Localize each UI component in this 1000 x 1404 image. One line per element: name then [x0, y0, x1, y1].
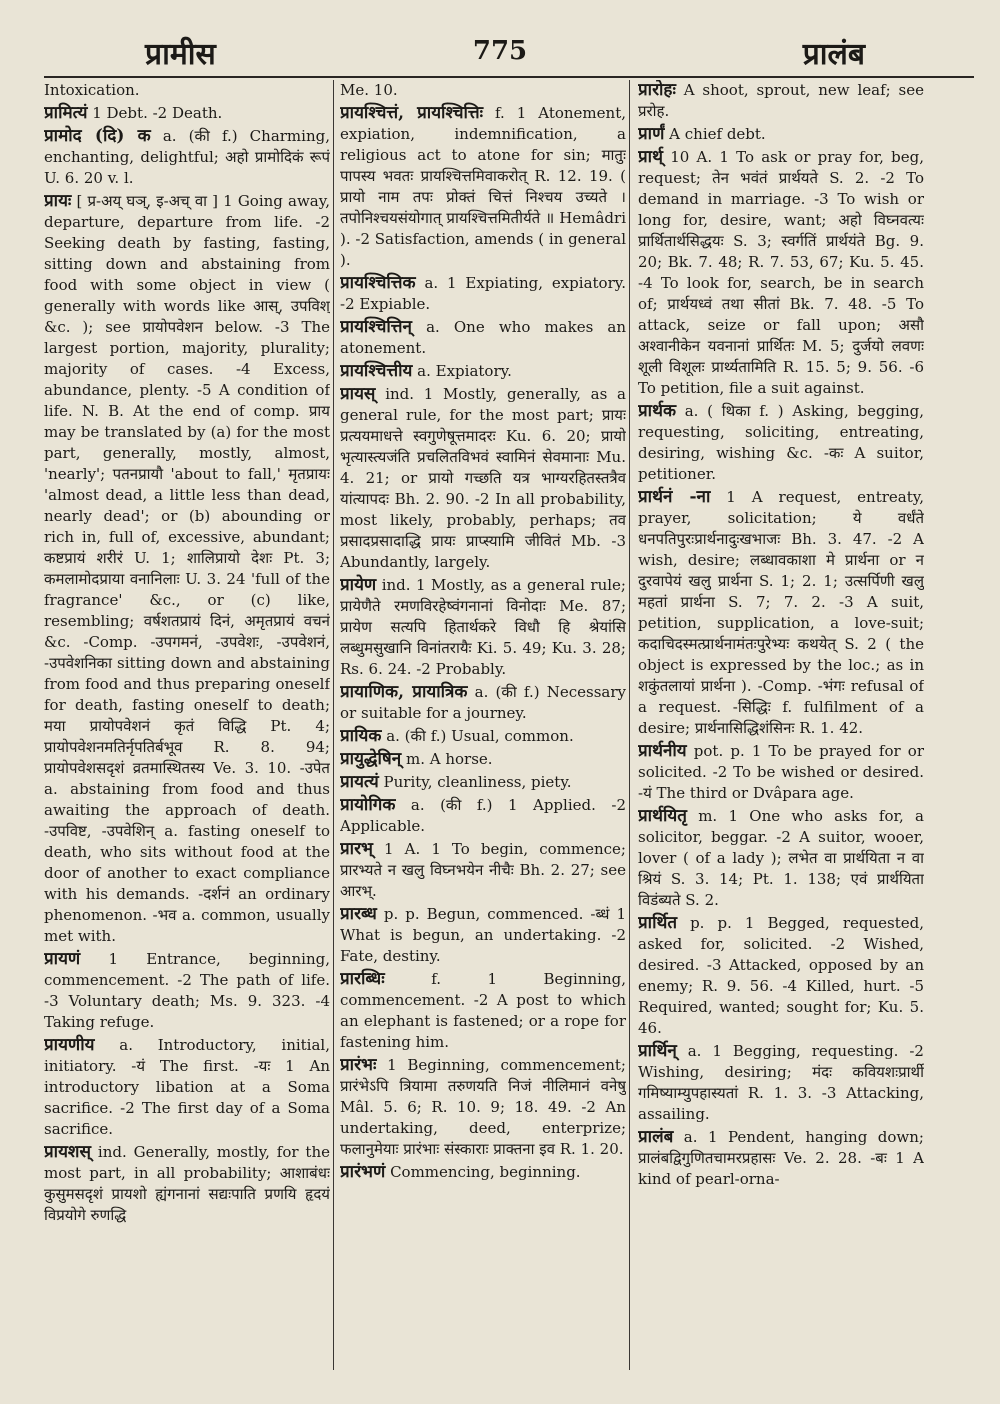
entry-headword: प्रायिक	[340, 726, 382, 746]
entry-text: f. 1 Beginning, commencement. -2 A post to which an elephant is fastened; or a rope for fastening him.	[340, 970, 626, 1051]
column-2	[340, 80, 626, 1370]
entry-headword: प्रायत्यं	[340, 772, 379, 792]
dictionary-entry	[340, 317, 626, 359]
entry-text: 1 A. 1 To begin, commence; प्रारभ्यते न खलु विघ्नभयेन नीचैः Bh. 2. 27; see आरभ्.	[340, 840, 626, 900]
entry-text: A chief debt.	[669, 125, 766, 143]
dictionary-entry	[44, 191, 330, 947]
entry-text: 1 Entrance, beginning, commencement. -2 The path of life. -3 Voluntary death; Ms. 9. 323. -4 Taking refuge.	[44, 950, 330, 1031]
entry-text: 1 Debt. -2 Death.	[92, 104, 223, 122]
dictionary-entry	[340, 1055, 626, 1160]
entry-headword: प्रायुद्धेषिन्	[340, 749, 402, 769]
dictionary-entry	[638, 806, 924, 911]
dictionary-entry	[638, 1127, 924, 1190]
entry-headword: प्रारंभः	[340, 1055, 377, 1075]
entry-text: Me. 10.	[340, 81, 398, 99]
entry-text: a. (की f.) Charming, enchanting, delightful; अहो प्रामोदिकं रूपं U. 6. 20 v. l.	[44, 127, 330, 187]
columns	[44, 80, 964, 1370]
dictionary-entry	[44, 103, 330, 124]
dictionary-entry	[340, 273, 626, 315]
dictionary-entry	[340, 726, 626, 747]
entry-text: f. 1 Atonement, expiation, indemnification, a religious act to atone for sin; मातुः पापस्य भवतः प्रायश्चित्तमिवाकरोत् R. 12. 19. ( प्रायो नाम तपः प्रोक्तं चित्तं निश्चय उच्यते । तपोनिश्चयसंयोगात् प्रायश्चित्तमितीर्यते ॥ Hemâdri ). -2 Satisfaction, amends ( in general ).	[340, 104, 626, 269]
entry-headword: प्रार्थित	[638, 913, 678, 933]
entry-text: 1 Beginning, commencement; प्रारंभेऽपि त्रियामा तरुणयति निजं नीलिमानं वनेषु Mâl. 5. 6; R. 10. 9; 18. 49. -2 An undertaking, deed, enterprize; फलानुमेयाः प्रारंभाः संस्काराः प्राक्तना इव R. 1. 20.	[340, 1056, 626, 1158]
dictionary-entry	[340, 361, 626, 382]
entry-headword: प्रार्थयितृ	[638, 806, 687, 826]
entry-text: pot. p. 1 To be prayed for or solicited. -2 To be wished or desired. -यं The third or Dvâpara age.	[638, 742, 924, 802]
entry-headword: प्रारंभणं	[340, 1162, 386, 1182]
entry-text: [ प्र-अय् घञ्, इ-अच् वा ] 1 Going away, departure, departure from life. -2 Seeking death by fasting, fasting, sitting down and abstaining from food with some object in view ( generally with words like आस्, उपविश् &c. ); see प्रायोपवेशन below. -3 The largest portion, majority, plurality; majority of cases. -4 Excess, abundance, plenty. -5 A condition of life. N. B. At the end of comp. प्राय may be translated by (a) for the most part, generally, mostly, almost, 'nearly'; पतनप्रायौ 'about to fall,' मृतप्रायः 'almost dead, a little less than dead, nearly dead'; or (b) abounding or rich in, full of, excessive, abundant; कष्टप्रायं शरीरं U. 1; शालिप्रायो देशः Pt. 3; कमलामोदप्राया वनानिलाः U. 3. 24 'full of the fragrance' &c., or (c) like, resembling; वर्षशतप्रायं दिनं, अमृतप्रायं वचनं &c. -Comp. -उपगमनं, -उपवेशः, -उपवेशनं, -उपवेशनिका sitting down and abstaining from food and thus preparing oneself for death, fasting oneself to death; मया प्रायोपवेशनं कृतं विद्धि Pt. 4; प्रायोपवेशनमतिर्नृपतिर्बभूव R. 8. 94; प्रायोपवेशसदृशं व्रतमास्थितस्य Ve. 3. 10. -उपेत a. abstaining from food and thus awaiting the approach of death. -उपविष्ट, -उपवेशिन् a. fasting oneself to death, who sits without food at the door of another to exact compliance with his demands. -दर्शनं an ordinary phenomenon. -भव a. common, usually met with.	[44, 192, 330, 945]
entry-headword: प्रायश्चित्तीय	[340, 361, 413, 381]
entry-headword: प्रालंब	[638, 1127, 674, 1147]
dictionary-entry	[340, 839, 626, 902]
entry-text: ind. Generally, mostly, for the most part, in all probability; आशाबंधः कुसुमसदृशं प्रायशो ह्यंगनानां सद्यःपाति प्रणयि हृदयं विप्रयोगे रुणद्धि	[44, 1143, 330, 1224]
header-rule	[44, 76, 974, 78]
entry-headword: प्रायश्चित्तिन्	[340, 317, 412, 337]
entry-text: Purity, cleanliness, piety.	[383, 773, 572, 791]
entry-text: a. One who makes an atonement.	[340, 318, 626, 357]
right-running-headword: प्रालंब	[802, 37, 865, 72]
dictionary-entry	[638, 124, 924, 145]
entry-headword: प्रायस्	[340, 384, 376, 404]
dictionary-entry	[638, 913, 924, 1039]
entry-headword: प्रार्थक	[638, 401, 676, 421]
dictionary-entry	[638, 147, 924, 399]
dictionary-entry	[340, 904, 626, 967]
entry-text: A shoot, sprout, new leaf; see प्ररोह.	[638, 81, 924, 120]
entry-text: p. p. 1 Begged, requested, asked for, solicited. -2 Wished, desired. -3 Attacked, opposed by an enemy; R. 9. 56. -4 Killed, hurt. -5 Required, wanted; sought for; Ku. 5. 46.	[638, 914, 924, 1037]
entry-headword: प्रारब्धिः	[340, 969, 385, 989]
dictionary-entry	[340, 80, 626, 101]
dictionary-entry	[340, 575, 626, 680]
entry-headword: प्रायशस्	[44, 1142, 91, 1162]
entry-headword: प्रार्थ्	[638, 147, 663, 167]
dictionary-entry	[638, 741, 924, 804]
dictionary-entry	[340, 103, 626, 271]
dictionary-entry	[340, 1162, 626, 1183]
entry-headword: प्रार्णं	[638, 124, 665, 144]
entry-text: a. ( थिका f. ) Asking, begging, requesting, soliciting, entreating, desiring, wishing &c. -कः A suitor, petitioner.	[638, 402, 924, 483]
dictionary-entry	[340, 749, 626, 770]
entry-text: ind. 1 Mostly, generally, as a general rule, for the most part; प्रायः प्रत्ययमाधत्ते स्वगुणेषूत्तमादरः Ku. 6. 20; प्रायो भृत्यास्त्यजंति प्रचलितविभवं स्वामिनं सेवमानाः Mu. 4. 21; or प्रायो गच्छति यत्र भाग्यरहितस्तत्रैव यांत्यापदः Bh. 2. 90. -2 In all probability, most likely, probably, perhaps; तव प्रसादप्रसादाद्धि प्रायः प्राप्स्यामि जीवितं Mb. -3 Abundantly, largely.	[340, 385, 626, 571]
entry-text: a. 1 Pendent, hanging down; प्रालंबद्विगुणितचामरप्रहासः Ve. 2. 28. -बः 1 A kind of pearl-orna-	[638, 1128, 924, 1188]
entry-headword: प्रायाणिक, प्रायात्रिक	[340, 682, 468, 702]
entry-text: m. 1 One who asks for, a solicitor, beggar. -2 A suitor, wooer, lover ( of a lady ); लभेत वा प्रार्थयिता न वा श्रियं S. 3. 14; Pt. 1. 138; एवं प्रार्थयिता विडंब्यते S. 2.	[638, 807, 924, 909]
entry-headword: प्रायणं	[44, 949, 81, 969]
dictionary-entry	[44, 949, 330, 1033]
entry-headword: प्रायश्चित्तिक	[340, 273, 416, 293]
entry-text: ind. 1 Mostly, as a general rule; प्रायेणैते रमणविरहेष्वंगनानां विनोदाः Me. 87; प्रायेण सत्यपि हितार्थकरे विधौ हि श्रेयांसि लब्धुमसुखानि विनांतरायैः Ki. 5. 49; Ku. 3. 28; Rs. 6. 24. -2 Probably.	[340, 576, 626, 678]
dictionary-entry	[44, 126, 330, 189]
entry-headword: प्रामित्यं	[44, 103, 88, 123]
dictionary-entry	[340, 795, 626, 837]
dictionary-entry	[638, 401, 924, 485]
entry-text: 10 A. 1 To ask or pray for, beg, request; तेन भवंतं प्रार्थयते S. 2. -2 To demand in marriage. -3 To wish or long for, desire, want; अहो विघ्नवत्यः प्रार्थितार्थसिद्धयः S. 3; स्वर्गतिं प्रार्थयंते Bg. 9. 20; Bk. 7. 48; R. 7. 53, 67; Ku. 5. 45. -4 To look for, search, be in search of; प्रार्थयध्वं तथा सीतां Bk. 7. 48. -5 To attack, seize or fall upon; असौ अश्वानीकेन यवनानां प्रार्थितः M. 5; दुर्जयो लवणः शूली विशूलः प्रार्थ्यतामिति R. 15. 5; 9. 56. -6 To petition, file a suit against.	[638, 148, 924, 397]
entry-text: a. (की f.) Usual, common.	[386, 727, 574, 745]
entry-headword: प्रारभ्	[340, 839, 373, 859]
entry-text: Commencing, beginning.	[390, 1163, 581, 1181]
entry-headword: प्रायश्चित्तं, प्रायश्चित्तिः	[340, 103, 484, 123]
left-running-headword: प्रामीस	[145, 37, 216, 72]
entry-text: a. Expiatory.	[417, 362, 512, 380]
entry-text: m. A horse.	[405, 750, 493, 768]
page-number: 775	[472, 36, 528, 66]
entry-text: Intoxication.	[44, 81, 140, 99]
dictionary-entry	[44, 1035, 330, 1140]
dictionary-entry	[340, 682, 626, 724]
entry-headword: प्रामोद (दि) क	[44, 126, 151, 146]
entry-text: 1 A request, entreaty, prayer, solicitation; ये वर्धंते धनपतिपुरःप्रार्थनादुःखभाजः Bh. 3. 47. -2 A wish, desire; लब्धावकाशा मे प्रार्थना or न दुरवापेयं खलु प्रार्थना S. 1; 2. 1; उत्सर्पिणी खलु महतां प्रार्थना S. 7; 7. 2. -3 A suit, petition, supplication, a love-suit; कदाचिदस्मत्प्रार्थनामंतःपुरेभ्यः कथयेत् S. 2 ( the object is expressed by the loc.; as in शकुंतलायां प्रार्थना ). -Comp. -भंगः refusal of a request. -सिद्धिः f. fulfilment of a desire; प्रार्थनासिद्धिशंसिनः R. 1. 42.	[638, 488, 924, 737]
entry-text: p. p. Begun, commenced. -ब्धं 1 What is begun, an undertaking. -2 Fate, destiny.	[340, 905, 626, 965]
page-header	[40, 28, 960, 88]
entry-headword: प्रार्थनं -ना	[638, 487, 711, 507]
entry-headword: प्रायणीय	[44, 1035, 95, 1055]
dictionary-entry	[638, 487, 924, 739]
dictionary-entry	[340, 772, 626, 793]
dictionary-entry	[638, 80, 924, 122]
entry-text: a. (की f.) 1 Applied. -2 Applicable.	[340, 796, 626, 835]
entry-headword: प्रायः	[44, 191, 72, 211]
column-1	[44, 80, 330, 1370]
dictionary-entry	[44, 1142, 330, 1226]
dictionary-entry	[44, 80, 330, 101]
dictionary-entry	[340, 969, 626, 1053]
entry-headword: प्रारब्ध	[340, 904, 377, 924]
entry-headword: प्रार्थिन्	[638, 1041, 677, 1061]
entry-headword: प्रारोहः	[638, 80, 676, 100]
dictionary-entry	[340, 384, 626, 573]
entry-text: a. 1 Begging, requesting. -2 Wishing, desiring; मंदः कवियशःप्रार्थी गमिष्याम्युपहास्यतां R. 1. 3. -3 Attacking, assailing.	[638, 1042, 924, 1123]
entry-text: a. (की f.) Necessary or suitable for a journey.	[340, 683, 626, 722]
entry-text: a. 1 Expiating, expiatory. -2 Expiable.	[340, 274, 626, 313]
column-3	[638, 80, 924, 1370]
entry-text: a. Introductory, initial, initiatory. -यं The first. -यः 1 An introductory libation at a Soma sacrifice. -2 The first day of a Soma sacrifice.	[44, 1036, 330, 1138]
entry-headword: प्रायेण	[340, 575, 377, 595]
entry-headword: प्रायोगिक	[340, 795, 396, 815]
entry-headword: प्रार्थनीय	[638, 741, 687, 761]
dictionary-entry	[638, 1041, 924, 1125]
